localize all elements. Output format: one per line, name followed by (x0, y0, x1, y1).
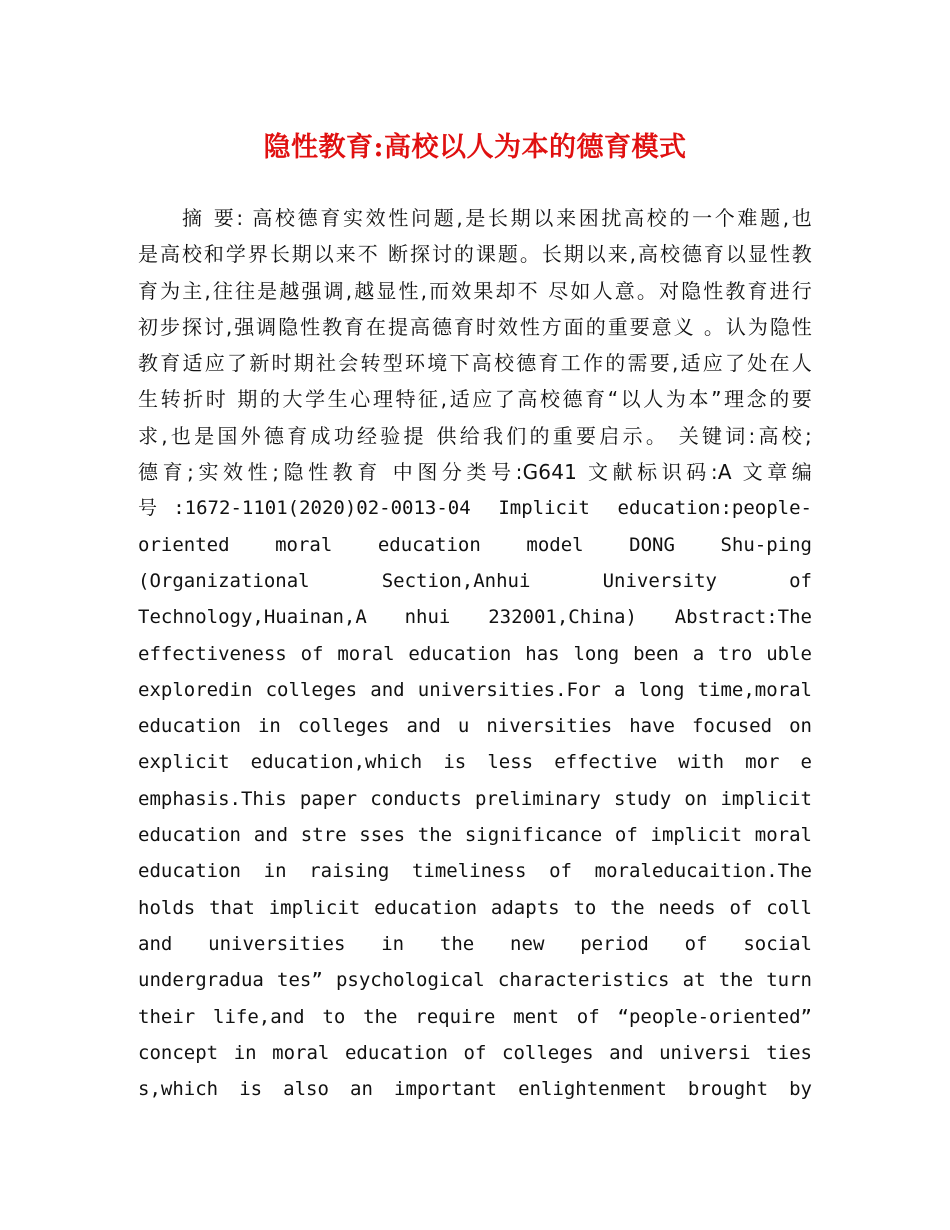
text-line: 德育;实效性;隐性教育 中图分类号:G641 文献标识码:A 文章编 (138, 460, 812, 485)
text-line: their life,and to the require ment of “people-oriented” (138, 1005, 812, 1028)
text-line: undergradua tes” psychological characteristics at the turn (138, 969, 812, 992)
text-line: Technology,Huainan,A nhui 232001,China) Abstract:The (138, 606, 812, 629)
text-line: explicit education,which is less effective with mor e (138, 751, 812, 774)
text-line: 求,也是国外德育成功经验提 供给我们的重要启示。 关键词:高校; (138, 423, 812, 448)
text-line: s,which is also an important enlightenment brought by (138, 1078, 812, 1101)
text-line: 育为主,往往是越强调,越显性,而效果却不 尽如人意。对隐性教育进行 (138, 278, 812, 303)
text-line: 教育适应了新时期社会转型环境下高校德育工作的需要,适应了处在人 (138, 351, 812, 376)
text-line: concept in moral education of colleges and universi ties (138, 1041, 812, 1064)
document-title: 隐性教育:高校以人为本的德育模式 (263, 132, 687, 163)
text-line: emphasis.This paper conducts preliminary study on implicit (138, 787, 812, 810)
abstract-body (138, 200, 812, 1107)
text-line: education and stre sses the significance of implicit moral (138, 824, 812, 847)
text-line: education in colleges and u niversities have focused on (138, 715, 812, 738)
text-line: (Organizational Section,Anhui University of (138, 569, 812, 592)
text-line: oriented moral education model DONG Shu-ping (138, 533, 812, 556)
text-line: exploredin colleges and universities.For a long time,moral (138, 678, 812, 701)
text-line: 初步探讨,强调隐性教育在提高德育时效性方面的重要意义 。认为隐性 (138, 314, 812, 339)
text-line: 生转折时 期的大学生心理特征,适应了高校德育“以人为本”理念的要 (138, 387, 812, 412)
text-line: 是高校和学界长期以来不 断探讨的课题。长期以来,高校德育以显性教 (138, 242, 812, 267)
text-line: effectiveness of moral education has long been a tro uble (138, 642, 812, 665)
text-line: and universities in the new period of social (138, 932, 812, 955)
text-line: education in raising timeliness of moraleducaition.The (138, 860, 812, 883)
text-line: holds that implicit education adapts to the needs of coll (138, 896, 812, 919)
text-line: 号:1672-1101(2020)02-0013-04 Implicit education:people- (138, 497, 812, 520)
text-line: 摘 要: 高校德育实效性问题,是长期以来困扰高校的一个难题,也 (182, 206, 812, 230)
